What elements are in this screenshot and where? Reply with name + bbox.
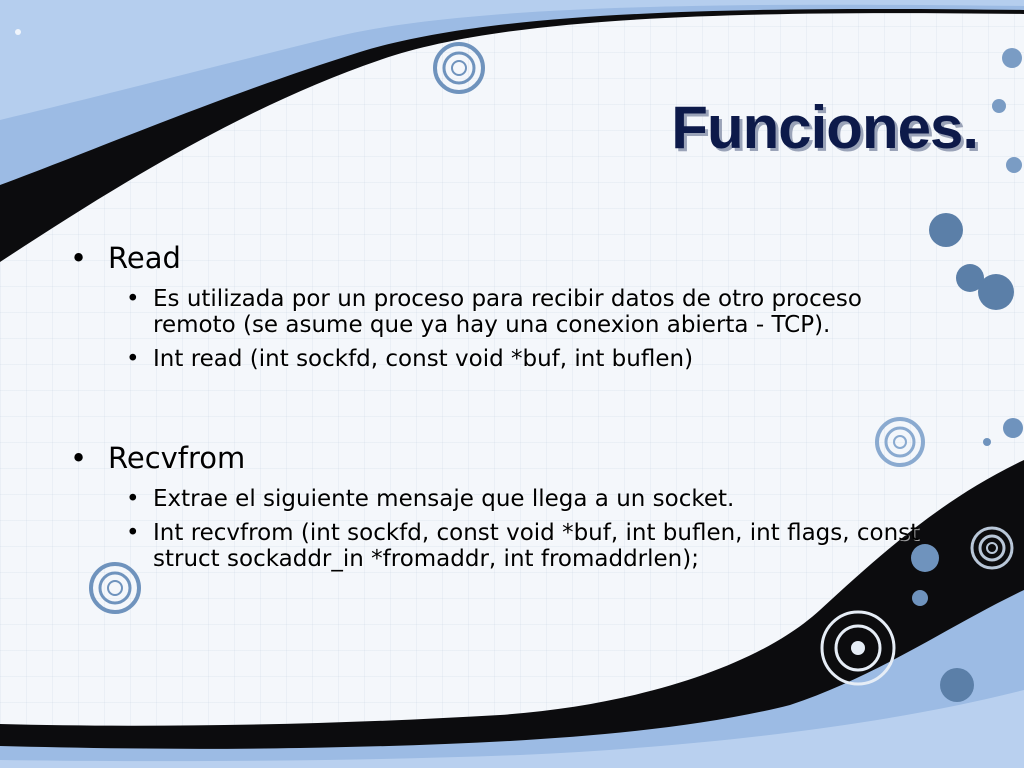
slide-title: Funciones.	[671, 94, 978, 161]
bullet-heading-read: Read	[108, 241, 181, 275]
sub-bullet-read-signature: • Int read (int sockfd, const void *buf, int buflen)	[108, 346, 948, 372]
bullet-read	[68, 238, 948, 372]
bullet-recvfrom	[68, 438, 948, 572]
bullet-heading-recvfrom: Recvfrom	[108, 441, 246, 475]
slide-body	[68, 238, 948, 572]
sub-bullet-read-description: • Es utilizada por un proceso para recibir datos de otro proceso remoto (se asume que ya hay una conexion abierta - TCP).	[108, 286, 948, 338]
sub-list-recvfrom	[108, 486, 948, 572]
bullet-list	[68, 238, 948, 572]
sub-bullet-recvfrom-description: • Extrae el siguiente mensaje que llega a un socket.	[108, 486, 948, 512]
sub-list-read	[108, 286, 948, 372]
sub-bullet-recvfrom-signature: • Int recvfrom (int sockfd, const void *buf, int buflen, int flags, const struct sockaddr_in *fromaddr, int fromaddrlen);	[108, 520, 948, 572]
